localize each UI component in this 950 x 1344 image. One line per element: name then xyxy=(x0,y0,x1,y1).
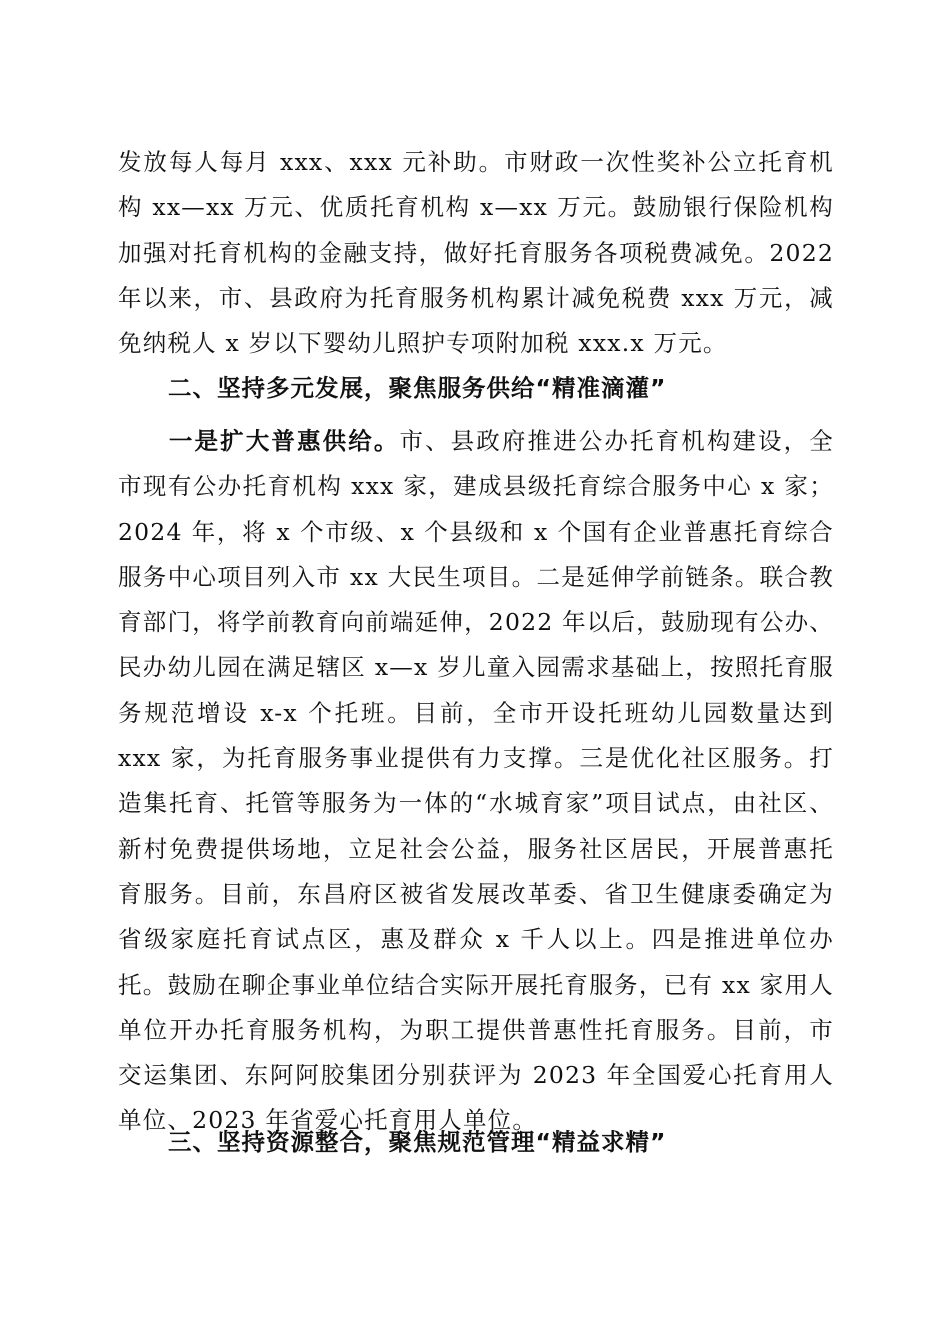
section-heading-2: 二、坚持多元发展，聚焦服务供给“精准滴灌” xyxy=(168,374,667,402)
paragraph-2-lead: 一是扩大普惠供给。 xyxy=(168,427,400,455)
section-heading-3: 三、坚持资源整合，聚焦规范管理“精益求精” xyxy=(168,1128,667,1156)
body-paragraph-1: 发放每人每月 xxx、xxx 元补助。市财政一次性奖补公立托育机构 xx—xx 万元、优质托育机构 x—xx 万元。鼓励银行保险机构加强对托育机构的金融支持，做好托育服务各项税费减免。2022 年以来，市、县政府为托育服务机构累计减免税费 xxx 万元，减免纳税人 x 岁以下婴幼儿照护专项附加税 xxx.x 万元。 xyxy=(118,148,834,358)
paragraph-2-text: 市、县政府推进公办托育机构建设，全市现有公办托育机构 xxx 家，建成县级托育综合服务中心 x 家；2024 年，将 x 个市级、x 个县级和 x 个国有企业普惠托育综合服务中心项目列入市 xx 大民生项目。二是延伸学前链条。联合教育部门，将学前教育向前端延伸，2022 年以后，鼓励现有公办、民办幼儿园在满足辖区 x—x 岁儿童入园需求基础上，按照托育服务规范增设 x-x 个托班。目前，全市开设托班幼儿园数量达到 xxx 家，为托育服务事业提供有力支撑。三是优化社区服务。打造集托育、托管等服务为一体的“水城育家”项目试点，由社区、新村免费提供场地，立足社会公益，服务社区居民，开展普惠托育服务。目前，东昌府区被省发展改革委、省卫生健康委确定为省级家庭托育试点区，惠及群众 x 千人以上。四是推进单位办托。鼓励在聊企事业单位结合实际开展托育服务，已有 xx 家用人单位开办托育服务机构，为职工提供普惠性托育服务。目前，市交运集团、东阿阿胶集团分别获评为 2023 年全国爱心托育用人单位、2023 年省爱心托育用人单位。 xyxy=(118,427,834,1135)
body-paragraph-2 xyxy=(118,419,834,1144)
